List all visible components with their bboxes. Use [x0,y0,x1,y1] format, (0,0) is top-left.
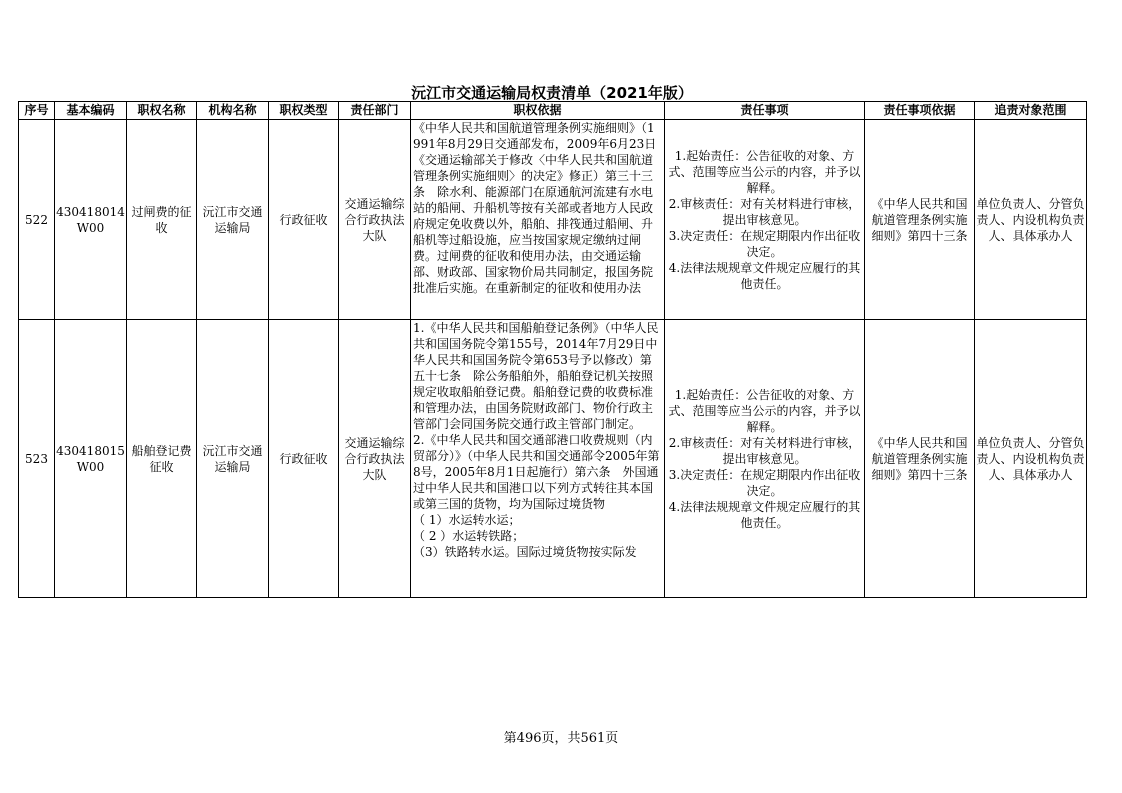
duty-item: 1.起始责任：公告征收的对象、方式、范围等应当公示的内容，并予以解释。 [668,387,861,434]
duty-item: 4.法律法规规章文件规定应履行的其他责任。 [668,499,861,530]
cell-code: 430418015W00 [55,320,127,598]
duty-item: 1.起始责任：公告征收的对象、方式、范围等应当公示的内容，并予以解释。 [668,148,861,195]
table-row [19,320,1087,598]
duty-item: 2.审核责任：对有关材料进行审核，提出审核意见。 [668,196,861,227]
header-code: 基本编码 [55,102,127,120]
duty-item: 3.决定责任：在规定期限内作出征收决定。 [668,228,861,259]
responsibility-table [18,101,1087,598]
cell-duties [665,320,865,598]
header-no: 序号 [19,102,55,120]
header-row [19,102,1087,120]
cell-org-name: 沅江市交通运输局 [197,320,269,598]
header-power-type: 职权类型 [269,102,339,120]
cell-power-type: 行政征收 [269,320,339,598]
cell-basis [411,120,665,320]
cell-dept: 交通运输综合行政执法大队 [339,120,411,320]
header-org-name: 机构名称 [197,102,269,120]
basis-text: 《中华人民共和国航道管理条例实施细则》（1991年8月29日交通部发布，2009年6月23日《交通运输部关于修改〈中华人民共和国航道管理条例实施细则〉的决定》修正）第三十三条 除水利、能源部门在原通航河流建有水电站的船闸、升船机等按有关部或者地方人民政府规定免收费以外，船舶、排筏通过船闸、升船机等过船设施，应当按国家规定缴纳过闸费。过闸费的征收和使用办法，由交通运输部、财政部、国家物价局共同制定，报国务院批准后实施。在重新制定的征收和使用办法 [413,121,657,295]
duty-item: 4.法律法规规章文件规定应履行的其他责任。 [668,260,861,291]
header-duties: 责任事项 [665,102,865,120]
cell-accountable: 单位负责人、分管负责人、内设机构负责人、具体承办人 [975,120,1087,320]
document-title: 沅江市交通运输局权责清单（2021年版） [411,84,693,102]
cell-accountable: 单位负责人、分管负责人、内设机构负责人、具体承办人 [975,320,1087,598]
table-row [19,120,1087,320]
page-number: 第496页，共561页 [503,731,619,746]
cell-duty-basis: 《中华人民共和国航道管理条例实施细则》第四十三条 [865,320,975,598]
cell-org-name: 沅江市交通运输局 [197,120,269,320]
basis-paragraph: （ 1）水运转水运； [413,513,521,527]
duty-item: 2.审核责任：对有关材料进行审核，提出审核意见。 [668,435,861,466]
cell-duties [665,120,865,320]
header-power-name: 职权名称 [127,102,197,120]
cell-no: 522 [19,120,55,320]
header-basis: 职权依据 [411,102,665,120]
cell-power-type: 行政征收 [269,120,339,320]
cell-basis [411,320,665,598]
header-dept: 责任部门 [339,102,411,120]
cell-no: 523 [19,320,55,598]
basis-paragraph: （3）铁路转水运。国际过境货物按实际发 [413,545,637,559]
basis-text [413,320,662,597]
basis-paragraph: （ 2 ）水运转铁路； [413,529,525,543]
cell-duty-basis: 《中华人民共和国航道管理条例实施细则》第四十三条 [865,120,975,320]
basis-paragraph: 1.《中华人民共和国船舶登记条例》（中华人民共和国国务院令第155号，2014年7月29日中华人民共和国国务院令第653号予以修改）第五十七条 除公务船舶外，船舶登记机关按照规定收取船舶登记费。船舶登记费的收费标准和管理办法，由国务院财政部门、物价行政主管部门会同国务院交通行政主管部门制定。 [413,321,659,431]
cell-power-name: 船舶登记费征收 [127,320,197,598]
cell-code: 430418014W00 [55,120,127,320]
duty-item: 3.决定责任：在规定期限内作出征收决定。 [668,467,861,498]
cell-power-name: 过闸费的征收 [127,120,197,320]
header-accountable: 追责对象范围 [975,102,1087,120]
header-duty-basis: 责任事项依据 [865,102,975,120]
cell-dept: 交通运输综合行政执法大队 [339,320,411,598]
basis-paragraph: 2.《中华人民共和国交通部港口收费规则（内贸部分）》（中华人民共和国交通部令2005年第8号，2005年8月1日起施行）第六条 外国通过中华人民共和国港口以下列方式转往其本国或第三国的货物，均为国际过境货物 [413,433,660,511]
